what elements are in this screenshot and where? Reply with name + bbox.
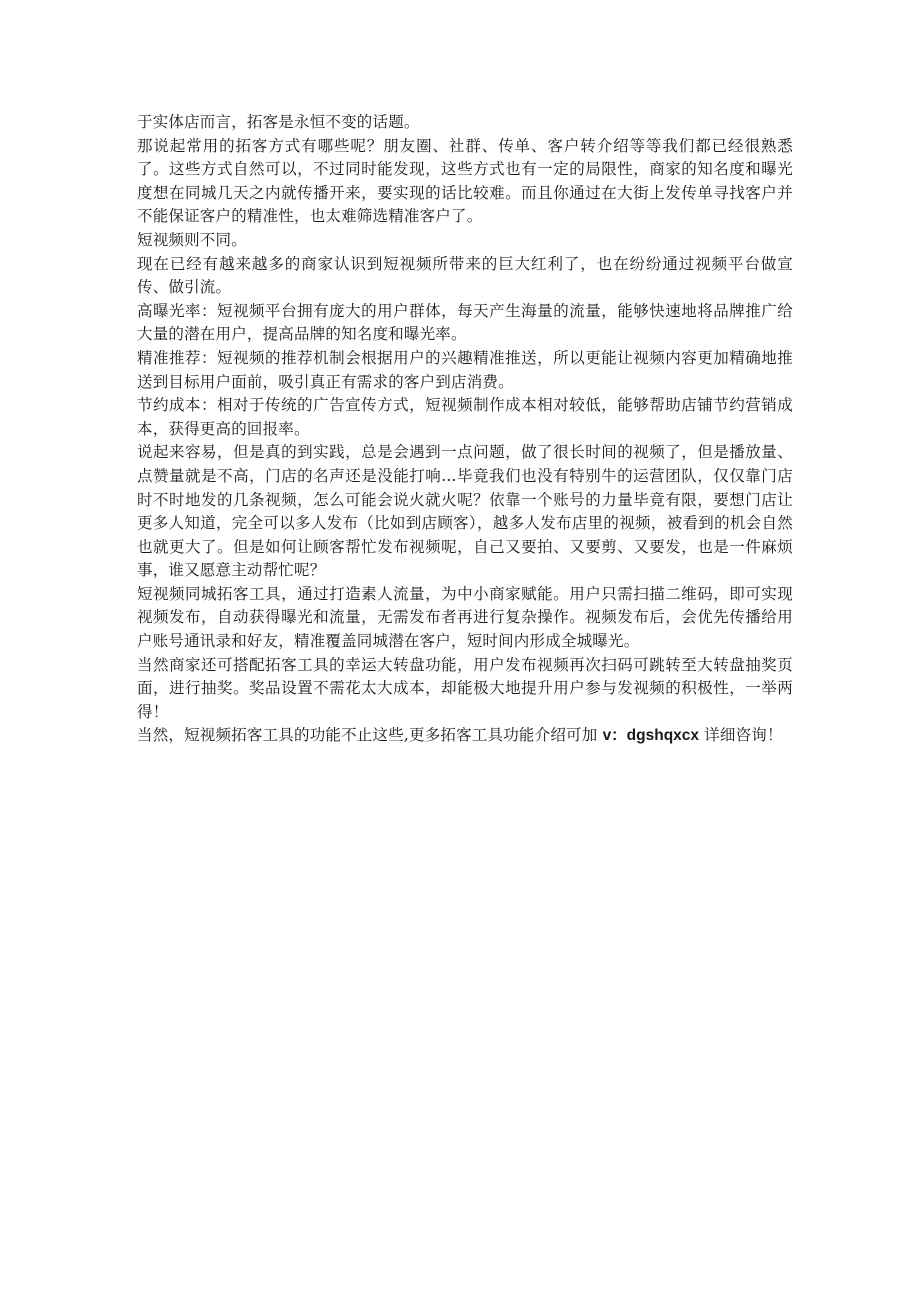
document-text	[137, 111, 793, 748]
paragraph-merchants-aware: 现在已经有越来越多的商家认识到短视频所带来的巨大红利了，也在纷纷通过视频平台做宣传、做引流。	[137, 254, 793, 297]
paragraph-practice-problems: 说起来容易，但是真的到实践，总是会遇到一点问题，做了很长时间的视频了，但是播放量、点赞量就是不高，门店的名声还是没能打响...毕竟我们也没有特别牛的运营团队，仅仅靠门店时不时地发的几条视频，怎么可能会说火就火呢？依靠一个账号的力量毕竟有限，要想门店让更多人知道，完全可以多人发布（比如到店顾客），越多人发布店里的视频，被看到的机会自然也就更大了。但是如何让顾客帮忙发布视频呢，自己又要拍、又要剪、又要发，也是一件麻烦事，谁又愿意主动帮忙呢？	[137, 443, 793, 580]
closing-text-after: 详细咨询！	[699, 726, 783, 745]
closing-text-before: 当然，短视频拓客工具的功能不止这些,更多拓客工具功能介绍可加	[137, 726, 603, 745]
paragraph-common-methods: 那说起常用的拓客方式有哪些呢？朋友圈、社群、传单、客户转介绍等等我们都已经很熟悉了。这些方式自然可以，不过同时能发现，这些方式也有一定的局限性，商家的知名度和曝光度想在同城几天之内就传播开来，要实现的话比较难。而且你通过在大街上发传单寻找客户并不能保证客户的精准性，也太难筛选精准客户了。	[137, 136, 793, 226]
paragraph-tool-intro: 短视频同城拓客工具，通过打造素人流量，为中小商家赋能。用户只需扫描二维码，即可实现视频发布，自动获得曝光和流量，无需发布者再进行复杂操作。视频发布后，会优先传播给用户账号通讯录和好友，精准覆盖同城潜在客户，短时间内形成全城曝光。	[137, 584, 793, 651]
paragraph-closing	[137, 724, 793, 748]
paragraph-cost-saving: 节约成本：相对于传统的广告宣传方式，短视频制作成本相对较低，能够帮助店铺节约营销成本，获得更高的回报率。	[137, 396, 793, 438]
paragraph-intro: 于实体店而言，拓客是永恒不变的话题。	[137, 113, 420, 131]
paragraph-precise-recommendation: 精准推荐：短视频的推荐机制会根据用户的兴趣精准推送，所以更能让视频内容更加精确地推送到目标用户面前，吸引真正有需求的客户到店消费。	[137, 348, 793, 391]
paragraph-lucky-wheel: 当然商家还可搭配拓客工具的幸运大转盘功能，用户发布视频再次扫码可跳转至大转盘抽奖页面，进行抽奖。奖品设置不需花太大成本，却能极大地提升用户参与发视频的积极性，一举两得！	[137, 655, 793, 721]
contact-wechat-id: v：dgshqxcx	[602, 727, 700, 745]
paragraph-high-exposure: 高曝光率：短视频平台拥有庞大的用户群体，每天产生海量的流量，能够快速地将品牌推广给大量的潜在用户，提高品牌的知名度和曝光率。	[137, 301, 793, 344]
paragraph-short-video-different: 短视频则不同。	[137, 230, 247, 249]
